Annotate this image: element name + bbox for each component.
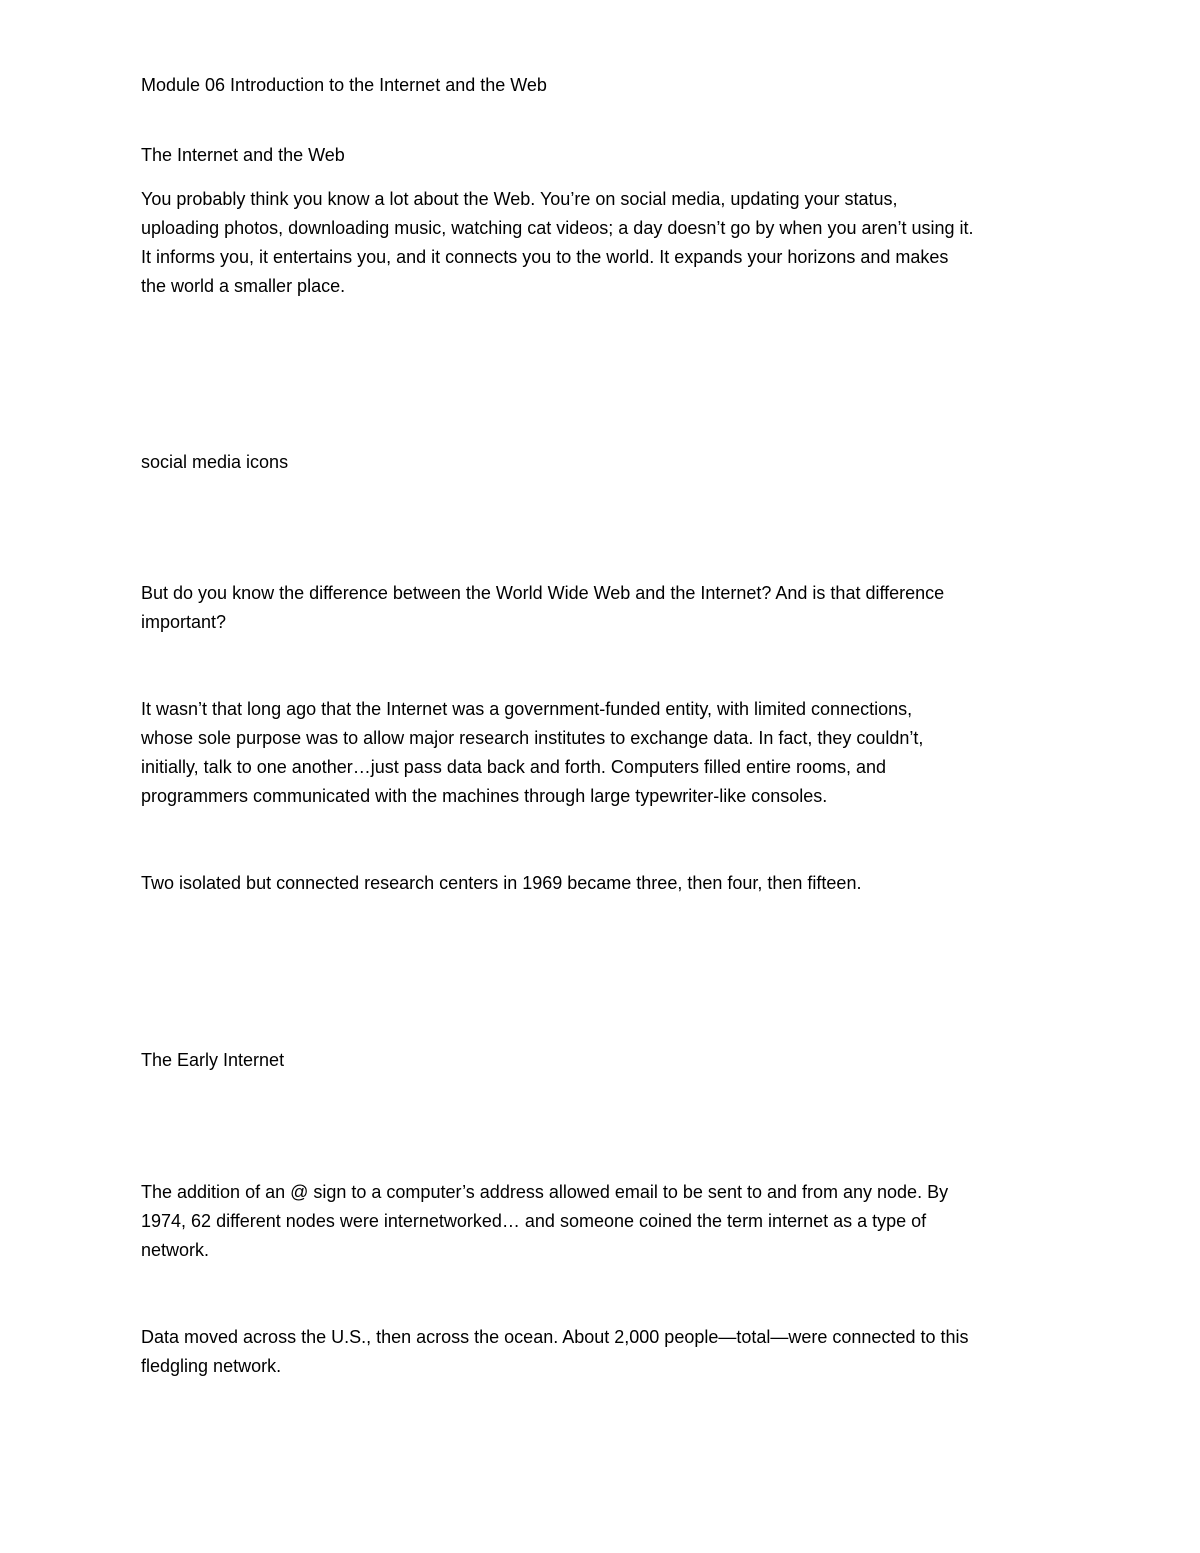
question-paragraph [141, 579, 1061, 637]
section-heading-internet-web-text: The Internet and the Web [141, 145, 345, 165]
image-caption [141, 448, 1061, 477]
paragraph-line: Two isolated but connected research centers in 1969 became three, then four, then fifteen. [141, 873, 862, 893]
paragraph-line: important? [141, 612, 227, 632]
paragraph-line: Data moved across the U.S., then across the ocean. About 2,000 people—total—were connected to this [141, 1327, 969, 1347]
paragraph-line: 1974, 62 different nodes were internetworked… and someone coined the term internet as a type of [141, 1211, 927, 1231]
paragraph-line: fledgling network. [141, 1356, 282, 1376]
paragraph-line: whose sole purpose was to allow major research institutes to exchange data. In fact, they couldn’t, [141, 728, 924, 748]
data-paragraph [141, 1323, 1061, 1381]
paragraph-line: The addition of an @ sign to a computer’s address allowed email to be sent to and from any node. By [141, 1182, 949, 1202]
paragraph-line: network. [141, 1240, 210, 1260]
paragraph-line: It informs you, it entertains you, and it connects you to the world. It expands your horizons and makes [141, 247, 949, 267]
image-caption-text: social media icons [141, 452, 289, 472]
paragraph-line: the world a smaller place. [141, 276, 346, 296]
paragraph-line: initially, talk to one another…just pass data back and forth. Computers filled entire rooms, and [141, 757, 887, 777]
section-heading-early-internet [141, 1046, 1061, 1075]
paragraph-line: programmers communicated with the machines through large typewriter-like consoles. [141, 786, 828, 806]
paragraph-line: It wasn’t that long ago that the Internet was a government-funded entity, with limited connections, [141, 699, 913, 719]
section-heading-internet-web [141, 141, 1061, 170]
document-title-text: Module 06 Introduction to the Internet and the Web [141, 75, 547, 95]
email-paragraph [141, 1178, 1061, 1265]
paragraph-line: You probably think you know a lot about the Web. You’re on social media, updating your status, [141, 189, 898, 209]
section-heading-early-internet-text: The Early Internet [141, 1050, 285, 1070]
history-paragraph [141, 695, 1061, 811]
research-centers-paragraph [141, 869, 1061, 898]
document-title [141, 71, 1061, 100]
paragraph-line: uploading photos, downloading music, watching cat videos; a day doesn’t go by when you aren’t using it. [141, 218, 974, 238]
intro-paragraph [141, 185, 1061, 301]
paragraph-line: But do you know the difference between the World Wide Web and the Internet? And is that difference [141, 583, 945, 603]
